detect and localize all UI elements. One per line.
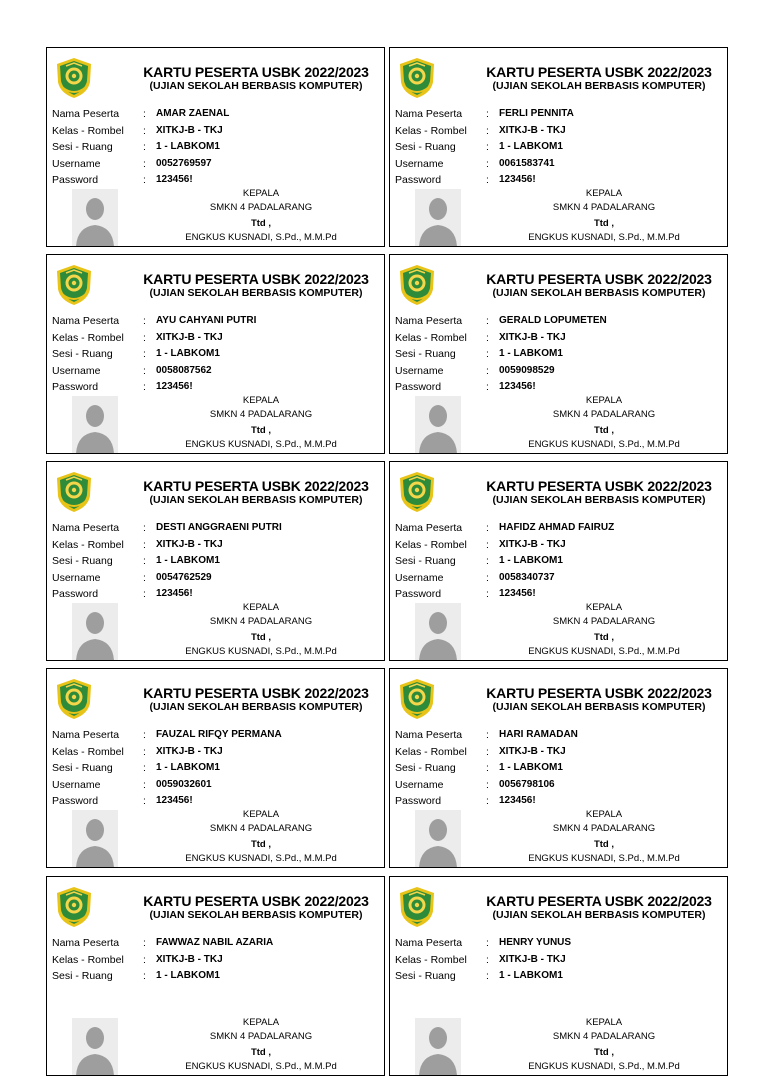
row-sesi xyxy=(52,553,382,570)
photo-placeholder-icon xyxy=(72,189,118,247)
separator: : xyxy=(143,157,146,170)
label-nama: Nama Peserta xyxy=(395,522,463,534)
separator: : xyxy=(486,762,489,774)
row-kelas xyxy=(395,952,725,969)
card-title: KARTU PESERTA USBK 2022/2023 xyxy=(486,685,712,701)
separator: : xyxy=(486,588,489,600)
separator: : xyxy=(143,745,146,758)
participant-details xyxy=(395,520,725,603)
row-sesi xyxy=(395,760,725,777)
signature-name: ENGKUS KUSNADI, S.Pd., M.M.Pd xyxy=(185,232,337,243)
value-username: 0059098529 xyxy=(499,364,555,376)
card-title: KARTU PESERTA USBK 2022/2023 xyxy=(143,893,369,909)
row-username xyxy=(395,777,725,794)
row-sesi xyxy=(52,760,382,777)
card-subtitle: (UJIAN SEKOLAH BERBASIS KOMPUTER) xyxy=(149,494,363,506)
value-nama: FAUZAL RIFQY PERMANA xyxy=(156,729,282,740)
value-nama: HARI RAMADAN xyxy=(499,729,578,740)
label-kelas: Kelas - Rombel xyxy=(52,331,124,344)
value-kelas: XITKJ-B - TKJ xyxy=(499,331,566,343)
school-emblem-icon xyxy=(54,677,94,721)
value-sesi: 1 - LABKOM1 xyxy=(156,970,220,981)
card-subtitle: (UJIAN SEKOLAH BERBASIS KOMPUTER) xyxy=(149,909,363,921)
separator: : xyxy=(143,729,146,741)
label-nama: Nama Peserta xyxy=(52,315,120,327)
signature-name: ENGKUS KUSNADI, S.Pd., M.M.Pd xyxy=(185,853,337,864)
row-kelas xyxy=(52,330,382,347)
signature-role: KEPALA xyxy=(242,602,280,613)
participant-details xyxy=(52,520,382,603)
value-password: 123456! xyxy=(156,381,193,392)
separator: : xyxy=(143,555,146,567)
row-sesi xyxy=(395,968,725,985)
value-sesi: 1 - LABKOM1 xyxy=(499,970,563,981)
row-nama xyxy=(395,106,725,123)
participant-card xyxy=(389,668,728,868)
separator: : xyxy=(143,571,146,584)
signature-school: SMKN 4 PADALARANG xyxy=(209,1031,313,1042)
signature-name: ENGKUS KUSNADI, S.Pd., M.M.Pd xyxy=(528,853,680,864)
participant-details xyxy=(52,106,382,189)
separator: : xyxy=(143,795,146,807)
row-password xyxy=(52,172,382,189)
value-password: 123456! xyxy=(499,381,536,392)
separator: : xyxy=(143,315,146,327)
participant-details xyxy=(395,313,725,396)
value-username: 0056798106 xyxy=(499,778,555,790)
row-sesi xyxy=(52,968,382,985)
row-password xyxy=(395,586,725,603)
participant-card xyxy=(389,876,728,1076)
label-nama: Nama Peserta xyxy=(395,108,463,120)
label-nama: Nama Peserta xyxy=(52,522,120,534)
row-kelas xyxy=(395,123,725,140)
row-username xyxy=(395,363,725,380)
row-password xyxy=(52,793,382,810)
signature-name: ENGKUS KUSNADI, S.Pd., M.M.Pd xyxy=(185,439,337,450)
separator: : xyxy=(143,778,146,791)
card-subtitle: (UJIAN SEKOLAH BERBASIS KOMPUTER) xyxy=(149,80,363,92)
signature-name: ENGKUS KUSNADI, S.Pd., M.M.Pd xyxy=(185,646,337,657)
separator: : xyxy=(486,124,489,137)
value-username: 0059032601 xyxy=(156,778,212,790)
separator: : xyxy=(486,331,489,344)
value-username: 0058087562 xyxy=(156,364,212,376)
participant-details xyxy=(52,727,382,810)
separator: : xyxy=(486,141,489,153)
value-kelas: XITKJ-B - TKJ xyxy=(156,538,223,550)
row-sesi xyxy=(395,346,725,363)
photo-placeholder-icon xyxy=(415,1018,461,1076)
photo-placeholder-icon xyxy=(415,810,461,868)
separator: : xyxy=(486,108,489,120)
row-sesi xyxy=(395,553,725,570)
label-kelas: Kelas - Rombel xyxy=(395,538,467,551)
photo-placeholder-icon xyxy=(415,603,461,661)
row-password xyxy=(395,172,725,189)
value-kelas: XITKJ-B - TKJ xyxy=(156,124,223,136)
school-emblem-icon xyxy=(54,263,94,307)
value-sesi: 1 - LABKOM1 xyxy=(499,141,563,152)
signature-school: SMKN 4 PADALARANG xyxy=(209,616,313,627)
value-sesi: 1 - LABKOM1 xyxy=(156,141,220,152)
separator: : xyxy=(143,937,146,949)
separator: : xyxy=(486,937,489,949)
separator: : xyxy=(143,108,146,120)
label-kelas: Kelas - Rombel xyxy=(52,953,124,966)
label-username: Username xyxy=(52,157,101,170)
value-kelas: XITKJ-B - TKJ xyxy=(499,538,566,550)
row-nama xyxy=(52,935,382,952)
school-emblem-icon xyxy=(397,885,437,929)
value-kelas: XITKJ-B - TKJ xyxy=(156,953,223,965)
label-kelas: Kelas - Rombel xyxy=(395,953,467,966)
signature-ttd: Ttd , xyxy=(593,839,615,850)
separator: : xyxy=(486,953,489,966)
card-subtitle: (UJIAN SEKOLAH BERBASIS KOMPUTER) xyxy=(492,80,706,92)
separator: : xyxy=(486,538,489,551)
row-password xyxy=(395,379,725,396)
label-username: Username xyxy=(52,778,101,791)
signature-ttd: Ttd , xyxy=(250,425,272,436)
row-kelas xyxy=(52,123,382,140)
row-kelas xyxy=(52,744,382,761)
value-nama: HAFIDZ AHMAD FAIRUZ xyxy=(499,522,615,533)
label-username: Username xyxy=(395,157,444,170)
label-sesi: Sesi - Ruang xyxy=(52,762,113,774)
label-username: Username xyxy=(395,364,444,377)
value-sesi: 1 - LABKOM1 xyxy=(499,762,563,773)
signature-school: SMKN 4 PADALARANG xyxy=(552,616,656,627)
row-kelas xyxy=(52,952,382,969)
label-sesi: Sesi - Ruang xyxy=(52,348,113,360)
row-nama xyxy=(395,313,725,330)
separator: : xyxy=(486,315,489,327)
label-sesi: Sesi - Ruang xyxy=(395,970,456,982)
separator: : xyxy=(143,522,146,534)
signature-name: ENGKUS KUSNADI, S.Pd., M.M.Pd xyxy=(528,1061,680,1072)
separator: : xyxy=(143,364,146,377)
participant-card xyxy=(46,47,385,247)
school-emblem-icon xyxy=(397,677,437,721)
row-sesi xyxy=(52,346,382,363)
label-kelas: Kelas - Rombel xyxy=(395,331,467,344)
value-kelas: XITKJ-B - TKJ xyxy=(499,953,566,965)
value-nama: GERALD LOPUMETEN xyxy=(499,315,607,326)
signature-role: KEPALA xyxy=(585,395,623,406)
signature-name: ENGKUS KUSNADI, S.Pd., M.M.Pd xyxy=(528,439,680,450)
signature-ttd: Ttd , xyxy=(593,632,615,643)
signature-ttd: Ttd , xyxy=(250,218,272,229)
value-nama: FAWWAZ NABIL AZARIA xyxy=(156,937,274,948)
card-title: KARTU PESERTA USBK 2022/2023 xyxy=(143,478,369,494)
separator: : xyxy=(143,174,146,186)
value-sesi: 1 - LABKOM1 xyxy=(499,348,563,359)
participant-details xyxy=(395,106,725,189)
card-title: KARTU PESERTA USBK 2022/2023 xyxy=(486,271,712,287)
card-title: KARTU PESERTA USBK 2022/2023 xyxy=(486,478,712,494)
signature-school: SMKN 4 PADALARANG xyxy=(209,409,313,420)
value-sesi: 1 - LABKOM1 xyxy=(156,555,220,566)
separator: : xyxy=(143,538,146,551)
signature-role: KEPALA xyxy=(585,188,623,199)
separator: : xyxy=(486,348,489,360)
row-nama xyxy=(395,727,725,744)
row-nama xyxy=(52,313,382,330)
row-nama xyxy=(395,935,725,952)
label-sesi: Sesi - Ruang xyxy=(52,970,113,982)
photo-placeholder-icon xyxy=(72,810,118,868)
photo-placeholder-icon xyxy=(415,396,461,454)
participant-details xyxy=(52,313,382,396)
separator: : xyxy=(486,729,489,741)
signature-ttd: Ttd , xyxy=(593,218,615,229)
card-title: KARTU PESERTA USBK 2022/2023 xyxy=(486,893,712,909)
label-kelas: Kelas - Rombel xyxy=(395,124,467,137)
label-nama: Nama Peserta xyxy=(395,937,463,949)
separator: : xyxy=(486,381,489,393)
signature-ttd: Ttd , xyxy=(593,1047,615,1058)
label-kelas: Kelas - Rombel xyxy=(52,538,124,551)
signature-role: KEPALA xyxy=(585,1017,623,1028)
separator: : xyxy=(486,795,489,807)
value-password: 123456! xyxy=(499,588,536,599)
row-username xyxy=(395,570,725,587)
separator: : xyxy=(486,778,489,791)
separator: : xyxy=(486,522,489,534)
label-password: Password xyxy=(52,588,99,600)
value-nama: FERLI PENNITA xyxy=(499,108,574,119)
label-kelas: Kelas - Rombel xyxy=(52,745,124,758)
value-password: 123456! xyxy=(156,795,193,806)
card-subtitle: (UJIAN SEKOLAH BERBASIS KOMPUTER) xyxy=(149,287,363,299)
row-sesi xyxy=(52,139,382,156)
label-nama: Nama Peserta xyxy=(52,937,120,949)
signature-ttd: Ttd , xyxy=(250,1047,272,1058)
card-subtitle: (UJIAN SEKOLAH BERBASIS KOMPUTER) xyxy=(492,909,706,921)
label-password: Password xyxy=(395,381,442,393)
value-sesi: 1 - LABKOM1 xyxy=(499,555,563,566)
participant-card xyxy=(389,461,728,661)
row-password xyxy=(395,793,725,810)
row-kelas xyxy=(395,744,725,761)
row-kelas xyxy=(395,330,725,347)
school-emblem-icon xyxy=(54,885,94,929)
separator: : xyxy=(143,381,146,393)
signature-name: ENGKUS KUSNADI, S.Pd., M.M.Pd xyxy=(528,646,680,657)
label-kelas: Kelas - Rombel xyxy=(52,124,124,137)
signature-ttd: Ttd , xyxy=(250,839,272,850)
participant-card xyxy=(46,668,385,868)
row-sesi xyxy=(395,139,725,156)
value-kelas: XITKJ-B - TKJ xyxy=(156,745,223,757)
participant-details xyxy=(52,935,382,985)
signature-role: KEPALA xyxy=(242,395,280,406)
value-kelas: XITKJ-B - TKJ xyxy=(499,745,566,757)
card-title: KARTU PESERTA USBK 2022/2023 xyxy=(486,64,712,80)
photo-placeholder-icon xyxy=(72,396,118,454)
separator: : xyxy=(143,141,146,153)
school-emblem-icon xyxy=(397,56,437,100)
label-sesi: Sesi - Ruang xyxy=(52,555,113,567)
photo-placeholder-icon xyxy=(415,189,461,247)
signature-role: KEPALA xyxy=(242,1017,280,1028)
row-nama xyxy=(52,520,382,537)
value-username: 0054762529 xyxy=(156,571,212,583)
row-kelas xyxy=(395,537,725,554)
separator: : xyxy=(486,745,489,758)
signature-role: KEPALA xyxy=(585,602,623,613)
signature-role: KEPALA xyxy=(242,809,280,820)
participant-details xyxy=(395,727,725,810)
value-password: 123456! xyxy=(499,795,536,806)
row-username xyxy=(52,156,382,173)
signature-ttd: Ttd , xyxy=(250,632,272,643)
separator: : xyxy=(143,124,146,137)
participant-card xyxy=(389,254,728,454)
photo-placeholder-icon xyxy=(72,1018,118,1076)
label-sesi: Sesi - Ruang xyxy=(395,348,456,360)
label-sesi: Sesi - Ruang xyxy=(395,762,456,774)
row-username xyxy=(395,156,725,173)
separator: : xyxy=(143,588,146,600)
separator: : xyxy=(143,348,146,360)
value-password: 123456! xyxy=(499,174,536,185)
value-password: 123456! xyxy=(156,588,193,599)
label-password: Password xyxy=(395,795,442,807)
card-title: KARTU PESERTA USBK 2022/2023 xyxy=(143,685,369,701)
signature-school: SMKN 4 PADALARANG xyxy=(552,409,656,420)
row-kelas xyxy=(52,537,382,554)
signature-school: SMKN 4 PADALARANG xyxy=(209,823,313,834)
signature-role: KEPALA xyxy=(242,188,280,199)
label-password: Password xyxy=(52,795,99,807)
participant-card xyxy=(46,461,385,661)
separator: : xyxy=(143,762,146,774)
separator: : xyxy=(143,970,146,982)
value-nama: DESTI ANGGRAENI PUTRI xyxy=(156,522,282,533)
row-nama xyxy=(52,106,382,123)
card-subtitle: (UJIAN SEKOLAH BERBASIS KOMPUTER) xyxy=(492,494,706,506)
card-subtitle: (UJIAN SEKOLAH BERBASIS KOMPUTER) xyxy=(492,287,706,299)
label-password: Password xyxy=(52,174,99,186)
separator: : xyxy=(486,555,489,567)
participant-card xyxy=(46,254,385,454)
value-username: 0061583741 xyxy=(499,157,555,169)
signature-ttd: Ttd , xyxy=(593,425,615,436)
signature-school: SMKN 4 PADALARANG xyxy=(209,202,313,213)
card-title: KARTU PESERTA USBK 2022/2023 xyxy=(143,64,369,80)
row-username xyxy=(52,570,382,587)
row-nama xyxy=(52,727,382,744)
label-username: Username xyxy=(395,778,444,791)
participant-details xyxy=(395,935,725,985)
school-emblem-icon xyxy=(54,470,94,514)
label-username: Username xyxy=(395,571,444,584)
signature-role: KEPALA xyxy=(585,809,623,820)
value-username: 0058340737 xyxy=(499,571,555,583)
row-username xyxy=(52,777,382,794)
card-subtitle: (UJIAN SEKOLAH BERBASIS KOMPUTER) xyxy=(492,701,706,713)
school-emblem-icon xyxy=(397,263,437,307)
label-kelas: Kelas - Rombel xyxy=(395,745,467,758)
row-nama xyxy=(395,520,725,537)
card-title: KARTU PESERTA USBK 2022/2023 xyxy=(143,271,369,287)
label-password: Password xyxy=(395,588,442,600)
row-username xyxy=(52,363,382,380)
value-nama: AYU CAHYANI PUTRI xyxy=(156,315,257,326)
participant-card xyxy=(46,876,385,1076)
row-password xyxy=(52,586,382,603)
separator: : xyxy=(486,970,489,982)
value-nama: AMAR ZAENAL xyxy=(156,108,230,119)
label-password: Password xyxy=(52,381,99,393)
separator: : xyxy=(486,157,489,170)
label-nama: Nama Peserta xyxy=(395,315,463,327)
label-nama: Nama Peserta xyxy=(52,108,120,120)
label-nama: Nama Peserta xyxy=(395,729,463,741)
label-username: Username xyxy=(52,571,101,584)
value-nama: HENRY YUNUS xyxy=(499,937,572,948)
signature-name: ENGKUS KUSNADI, S.Pd., M.M.Pd xyxy=(528,232,680,243)
label-password: Password xyxy=(395,174,442,186)
separator: : xyxy=(486,571,489,584)
separator: : xyxy=(486,364,489,377)
value-sesi: 1 - LABKOM1 xyxy=(156,348,220,359)
card-subtitle: (UJIAN SEKOLAH BERBASIS KOMPUTER) xyxy=(149,701,363,713)
label-sesi: Sesi - Ruang xyxy=(52,141,113,153)
photo-placeholder-icon xyxy=(72,603,118,661)
signature-school: SMKN 4 PADALARANG xyxy=(552,202,656,213)
value-kelas: XITKJ-B - TKJ xyxy=(499,124,566,136)
value-password: 123456! xyxy=(156,174,193,185)
label-nama: Nama Peserta xyxy=(52,729,120,741)
separator: : xyxy=(486,174,489,186)
signature-school: SMKN 4 PADALARANG xyxy=(552,1031,656,1042)
school-emblem-icon xyxy=(54,56,94,100)
participant-card xyxy=(389,47,728,247)
value-kelas: XITKJ-B - TKJ xyxy=(156,331,223,343)
separator: : xyxy=(143,953,146,966)
label-sesi: Sesi - Ruang xyxy=(395,555,456,567)
signature-school: SMKN 4 PADALARANG xyxy=(552,823,656,834)
row-password xyxy=(52,379,382,396)
school-emblem-icon xyxy=(397,470,437,514)
label-sesi: Sesi - Ruang xyxy=(395,141,456,153)
value-sesi: 1 - LABKOM1 xyxy=(156,762,220,773)
label-username: Username xyxy=(52,364,101,377)
signature-name: ENGKUS KUSNADI, S.Pd., M.M.Pd xyxy=(185,1061,337,1072)
value-username: 0052769597 xyxy=(156,157,212,169)
separator: : xyxy=(143,331,146,344)
